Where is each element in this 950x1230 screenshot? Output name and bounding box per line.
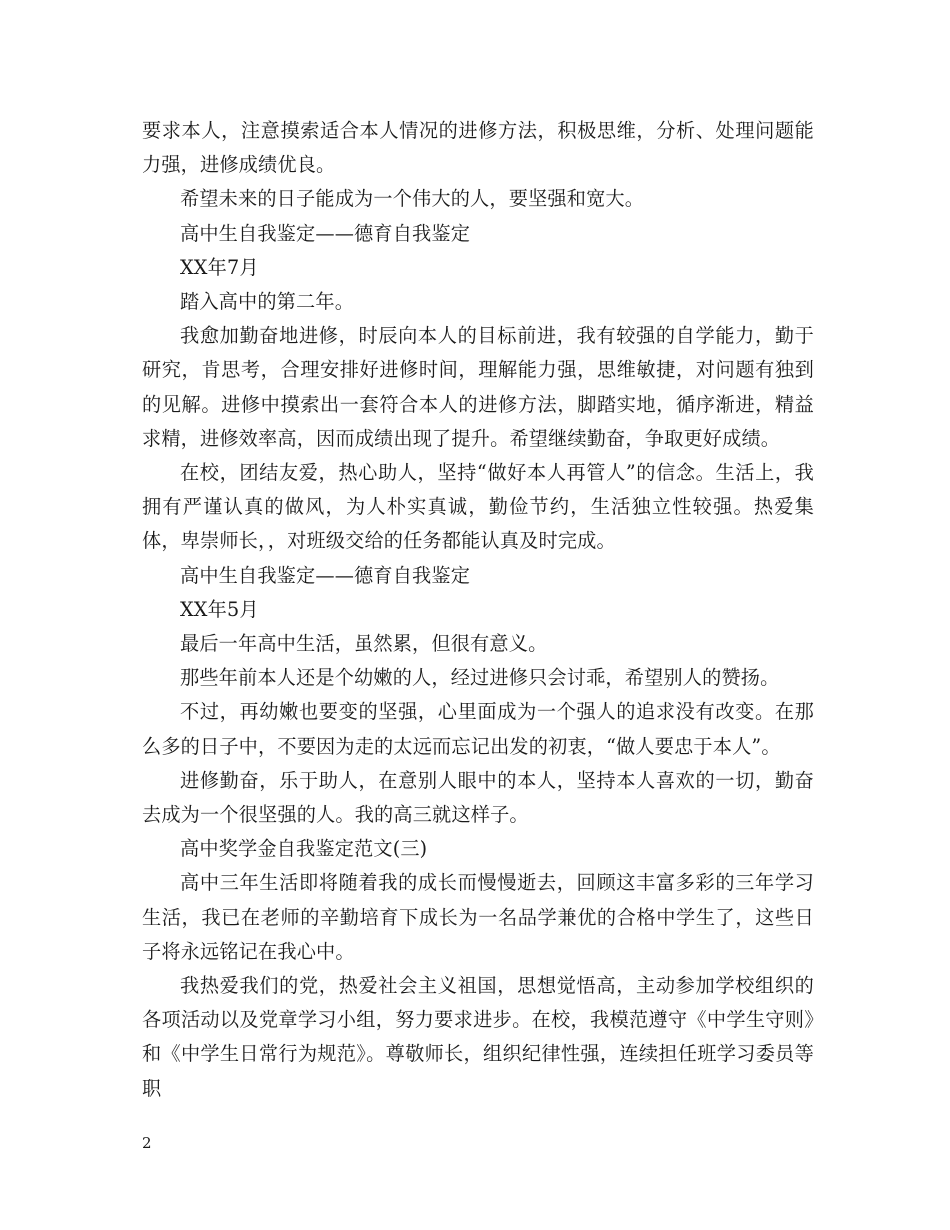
- paragraph: 要求本人，注意摸索适合本人情况的进修方法，积极思维，分析、处理问题能力强，进修成绩优良。: [142, 119, 814, 177]
- paragraph: XX年7月: [180, 255, 259, 279]
- paragraph: 最后一年高中生活，虽然累，但很有意义。: [180, 632, 548, 656]
- paragraph: 高中生自我鉴定——德育自我鉴定: [180, 221, 471, 245]
- page-number: 2: [142, 1134, 152, 1152]
- paragraph: 进修勤奋，乐于助人，在意别人眼中的本人，坚持本人喜欢的一切，勤奋去成为一个很坚强的人。我的高三就这样子。: [142, 768, 814, 827]
- paragraph: 不过，再幼嫩也要变的坚强，心里面成为一个强人的追求没有改变。在那么多的日子中，不要因为走的太远而忘记出发的初衷，“做人要忠于本人”。: [142, 700, 814, 758]
- paragraph: 那些年前本人还是个幼嫩的人，经过进修只会讨乖，希望别人的赞扬。: [180, 666, 780, 690]
- paragraph: 踏入高中的第二年。: [180, 290, 355, 314]
- document-body: [142, 114, 814, 1106]
- paragraph: XX年5月: [180, 597, 259, 621]
- paragraph: 我热爱我们的党，热爱社会主义祖国，思想觉悟高，主动参加学校组织的各项活动以及党章学习小组，努力要求进步。在校，我模范遵守《中学生守则》和《中学生日常行为规范》。尊敬师长，组织纪律性强，连续担任班学习委员等职: [142, 974, 814, 1100]
- paragraph: 高中三年生活即将随着我的成长而慢慢逝去，回顾这丰富多彩的三年学习生活，我已在老师的辛勤培育下成长为一名品学兼优的合格中学生了，这些日子将永远铭记在我心中。: [142, 871, 814, 963]
- paragraph: 希望未来的日子能成为一个伟大的人，要坚强和宽大。: [180, 187, 645, 211]
- paragraph: 我愈加勤奋地进修，时辰向本人的目标前进，我有较强的自学能力，勤于研究，肯思考，合理安排好进修时间，理解能力强，思维敏捷，对问题有独到的见解。进修中摸索出一套符合本人的进修方法，脚踏实地，循序渐进，精益求精，进修效率高，因而成绩出现了提升。希望继续勤奋，争取更好成绩。: [142, 324, 814, 450]
- paragraph: 高中生自我鉴定——德育自我鉴定: [180, 563, 471, 587]
- paragraph: 高中奖学金自我鉴定范文(三): [180, 837, 428, 861]
- paragraph: 在校，团结友爱，热心助人，坚持“做好本人再管人”的信念。生活上，我拥有严谨认真的做风，为人朴实真诚，勤俭节约，生活独立性较强。热爱集体，卑崇师长，，对班级交给的任务都能认真及时完成。: [142, 461, 814, 553]
